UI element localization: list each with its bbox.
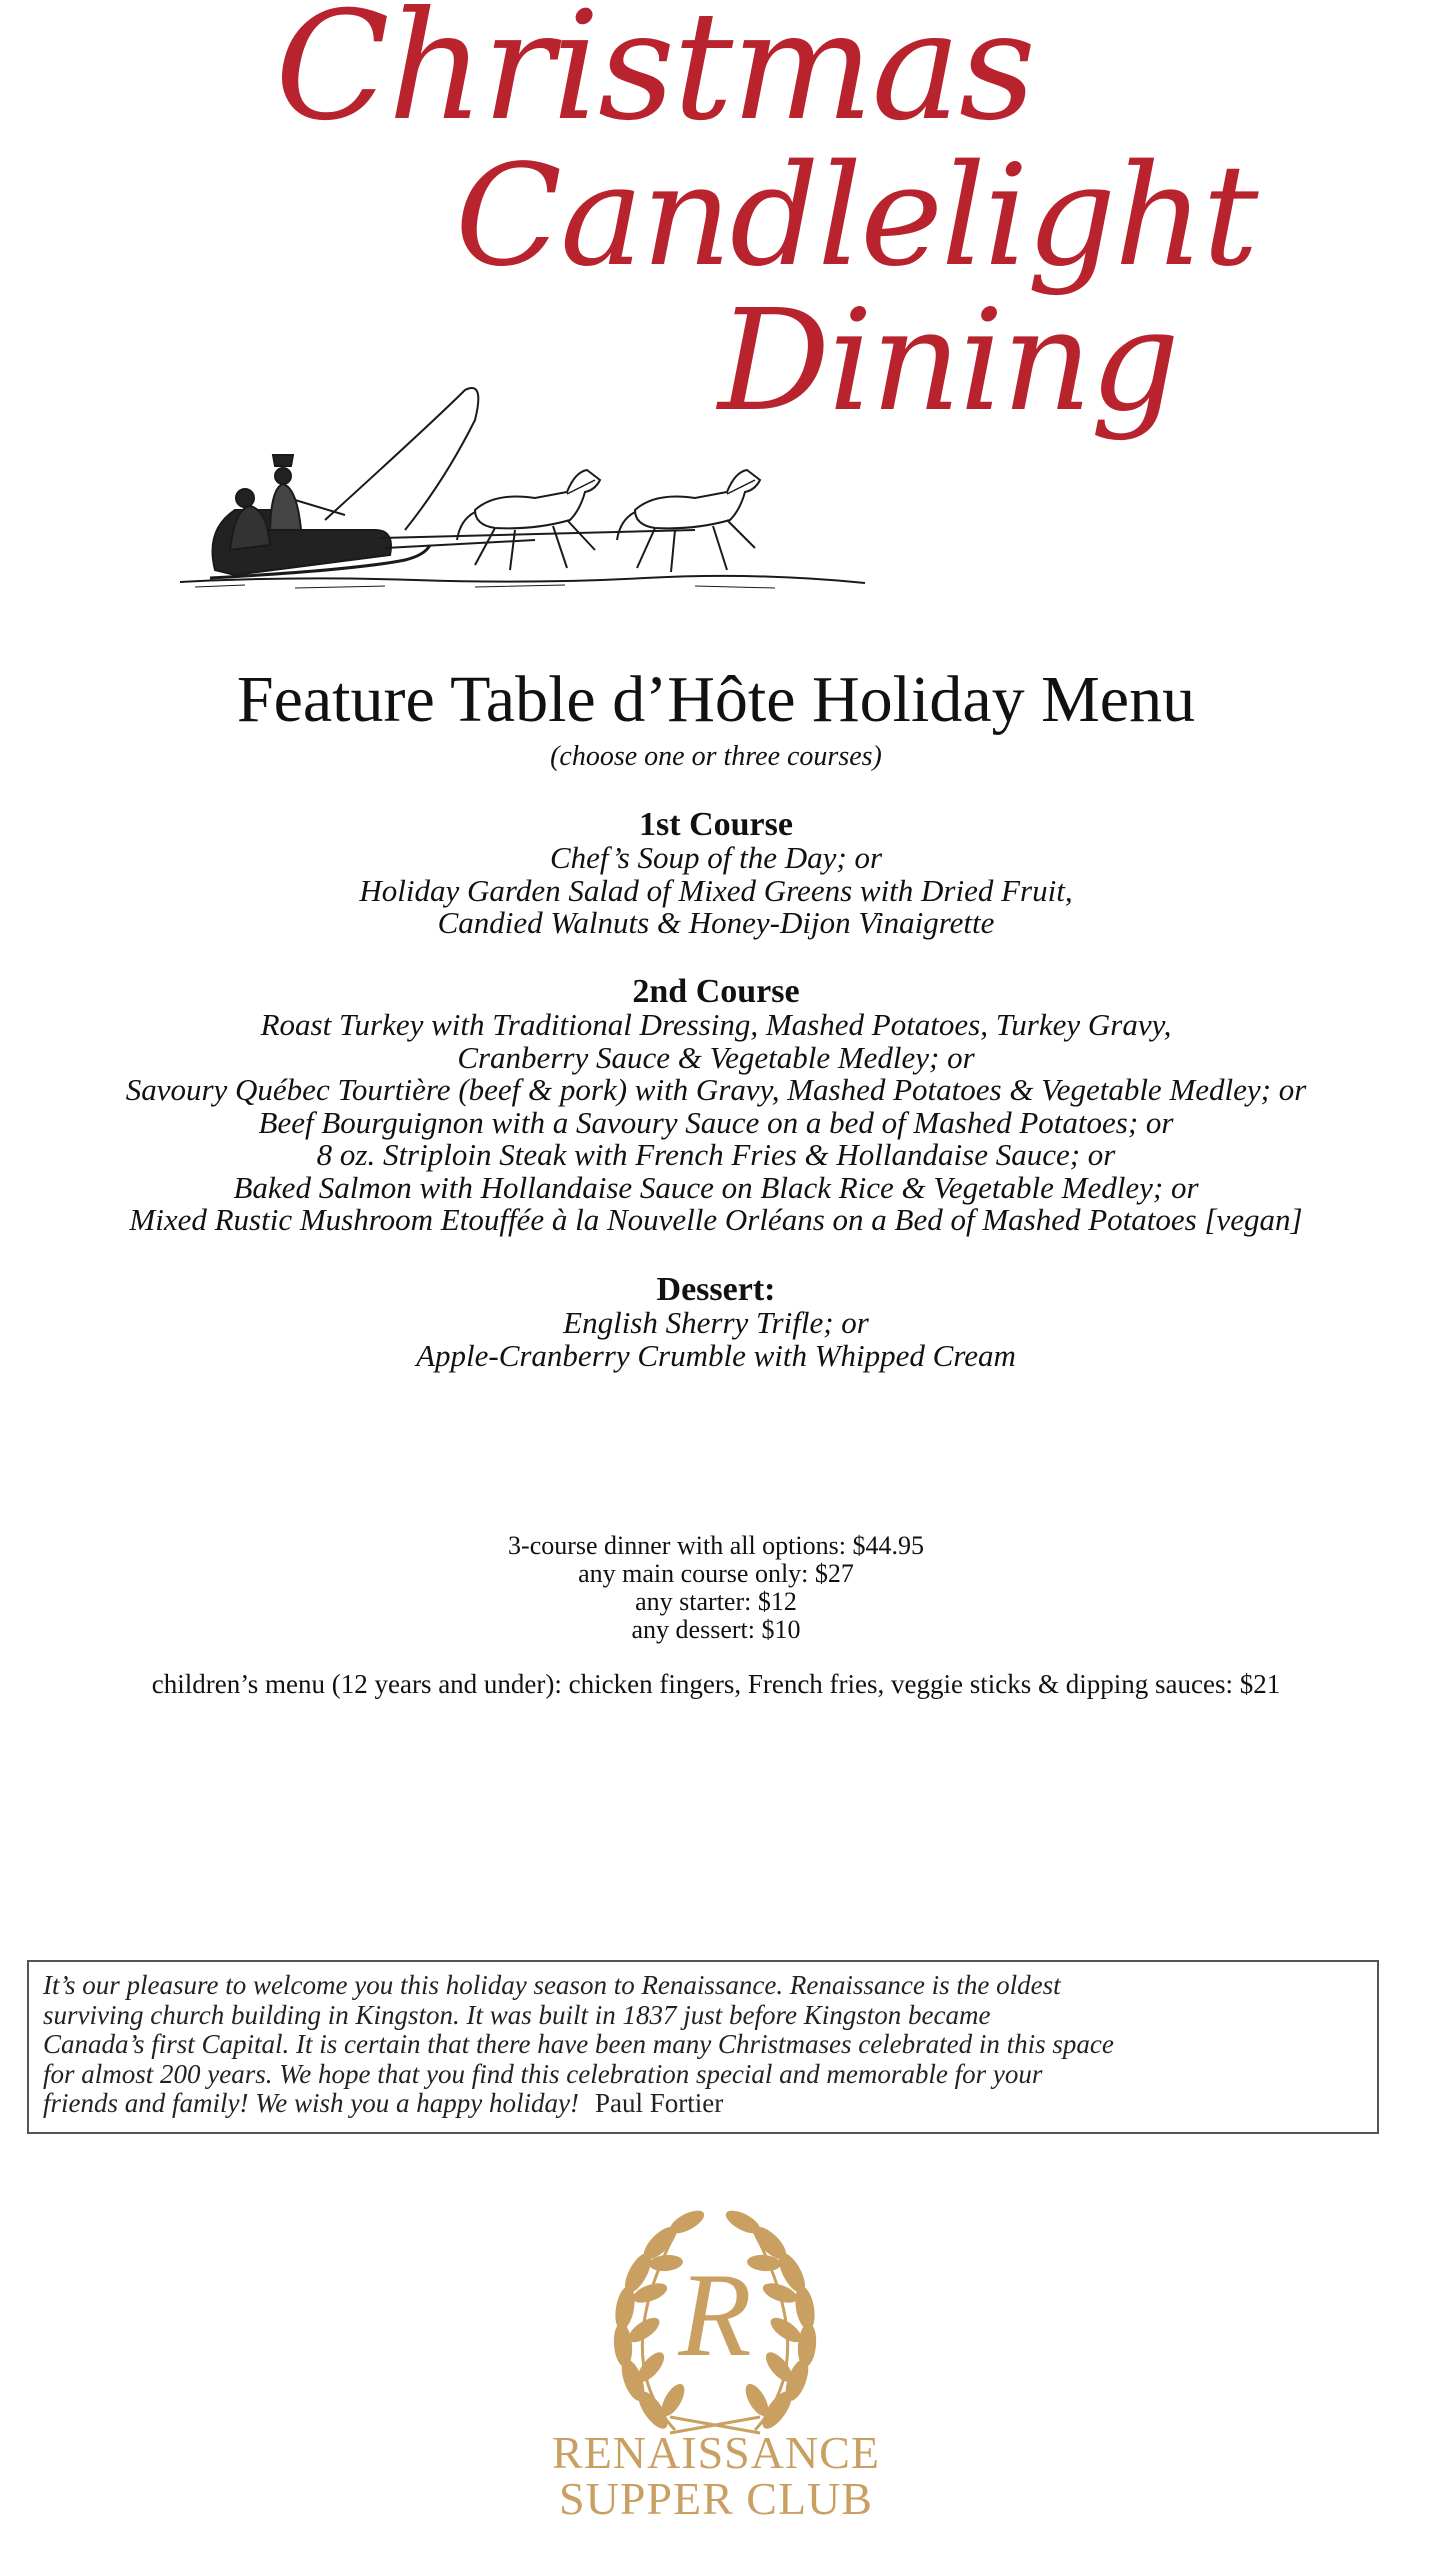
welcome-signature: Paul Fortier bbox=[594, 2088, 724, 2118]
welcome-line: for almost 200 years. We hope that you find this celebration special and memorable for your bbox=[43, 2058, 1043, 2089]
second-course-title: 2nd Course bbox=[632, 973, 800, 1010]
logo-name-line-2: SUPPER CLUB bbox=[559, 2473, 873, 2524]
menu-item: Roast Turkey with Traditional Dressing, Mashed Potatoes, Turkey Gravy, bbox=[260, 1007, 1172, 1042]
welcome-message-box bbox=[27, 1960, 1379, 2134]
menu-item: Chef’s Soup of the Day; or bbox=[549, 840, 883, 875]
menu-item: Cranberry Sauce & Vegetable Medley; or bbox=[457, 1039, 975, 1075]
welcome-line: friends and family! We wish you a happy holiday! bbox=[43, 2088, 579, 2118]
menu-heading: Feature Table d’Hôte Holiday Menu bbox=[236, 663, 1196, 736]
second-course-section bbox=[0, 975, 1432, 1237]
title-line-dining: Dining bbox=[718, 280, 1178, 443]
first-course-section bbox=[0, 808, 1432, 940]
title-line-christmas: Christmas bbox=[275, 0, 1034, 154]
title-line-candlelight: Candlelight bbox=[455, 135, 1257, 298]
welcome-line: It’s our pleasure to welcome you this holiday season to Renaissance. Renaissance is the oldest bbox=[43, 1970, 1061, 2000]
welcome-line: surviving church building in Kingston. It was built in 1837 just before Kingston became bbox=[43, 1999, 991, 2030]
menu-item: Candied Walnuts & Honey-Dijon Vinaigrette bbox=[437, 905, 995, 940]
childrens-menu-line: children’s menu (12 years and under): chicken fingers, French fries, veggie sticks & dipping sauces: $21 bbox=[151, 1669, 1281, 1699]
first-course-title: 1st Course bbox=[639, 806, 793, 843]
dessert-title: Dessert: bbox=[656, 1271, 776, 1308]
price-line: any main course only: $27 bbox=[578, 1559, 854, 1588]
menu-item: Holiday Garden Salad of Mixed Greens with Dried Fruit, bbox=[359, 872, 1073, 908]
pricing-block bbox=[0, 1532, 1432, 1644]
menu-item: English Sherry Trifle; or bbox=[563, 1305, 869, 1340]
menu-subheading: (choose one or three courses) bbox=[550, 741, 882, 772]
horse-drawn-sleigh-icon bbox=[175, 380, 875, 600]
price-line: 3-course dinner with all options: $44.95 bbox=[508, 1531, 924, 1560]
welcome-message bbox=[43, 1971, 1363, 2119]
welcome-line: Canada’s first Capital. It is certain that there have been many Christmases celebrated in this space bbox=[43, 2029, 1114, 2059]
menu-item: Mixed Rustic Mushroom Etouffée à la Nouvelle Orléans on a Bed of Mashed Potatoes [vegan] bbox=[129, 1202, 1303, 1237]
dessert-section bbox=[0, 1273, 1432, 1372]
logo-initial: R bbox=[678, 2248, 752, 2381]
menu-item: 8 oz. Striploin Steak with French Fries & Hollandaise Sauce; or bbox=[316, 1137, 1116, 1172]
logo-name-line-1: RENAISSANCE bbox=[552, 2427, 880, 2478]
menu-item: Apple-Cranberry Crumble with Whipped Cream bbox=[416, 1337, 1016, 1373]
menu-item: Baked Salmon with Hollandaise Sauce on Black Rice & Vegetable Medley; or bbox=[233, 1169, 1199, 1205]
menu-item: Beef Bourguignon with a Savoury Sauce on a bed of Mashed Potatoes; or bbox=[258, 1104, 1174, 1140]
menu-item: Savoury Québec Tourtière (beef & pork) with Gravy, Mashed Potatoes & Vegetable Medley; or bbox=[125, 1072, 1307, 1107]
price-line: any starter: $12 bbox=[635, 1587, 797, 1616]
price-line: any dessert: $10 bbox=[631, 1615, 801, 1644]
